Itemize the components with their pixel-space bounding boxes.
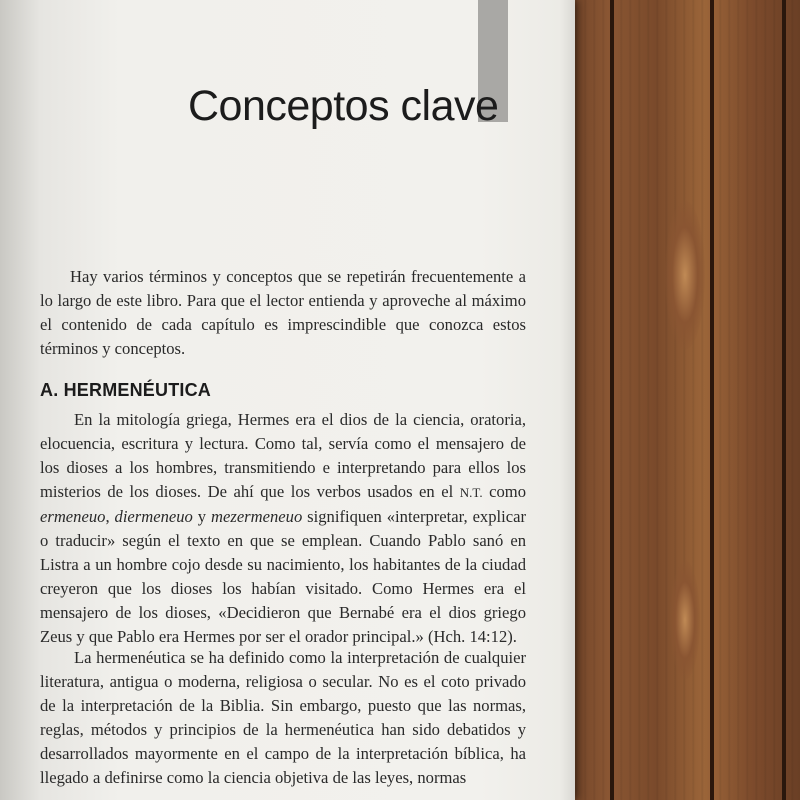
wood-knot bbox=[670, 560, 700, 680]
term-mezermeneuo: mezermeneuo bbox=[211, 507, 303, 526]
section-heading: A. HERMENÉUTICA bbox=[40, 380, 212, 400]
chapter-title: Conceptos clave bbox=[188, 82, 499, 130]
term-ermeneuo: ermeneuo bbox=[40, 507, 106, 526]
body-paragraph-hermes bbox=[40, 408, 526, 649]
wood-knot bbox=[665, 200, 705, 350]
wooden-table-background bbox=[560, 0, 800, 800]
text-run: como bbox=[482, 482, 526, 501]
term-diermeneuo: diermeneuo bbox=[114, 507, 193, 526]
intro-paragraph: Hay varios términos y conceptos que se repetirán frecuentemente a lo largo de este libro. Para que el lector entienda y aproveche al máximo el contenido de cada capítulo es imprescindible que conozca estos términos y conceptos. bbox=[40, 267, 526, 358]
plank-gap bbox=[710, 0, 714, 800]
text-run: , bbox=[105, 507, 115, 526]
plank-gap bbox=[782, 0, 786, 800]
text-run: En la mitología griega, Hermes era el dios de la ciencia, oratoria, elocuencia, escritura y lectura. Como tal, servía como el mensajero de los dioses a los hombres, transmitiendo e interpretando para ellos los misterios de los dioses. De ahí que los verbos usados en el bbox=[40, 410, 526, 501]
text-run-nt: N.T. bbox=[459, 485, 483, 500]
text-run: y bbox=[192, 507, 212, 526]
text-run: signifiquen «interpretar, explicar o traducir» según el texto en que se emplean. Cuando Pablo sanó en Listra a un hombre cojo desde su nacimiento, los habitantes de la ciudad creyeron que los dioses los habían visitado. Como Hermes era el mensajero de los dioses, «Decidieron que Bernabé era el dios griego Zeus y que Pablo era Hermes por ser el orador principal.» (Hch. 14:12). bbox=[40, 507, 527, 646]
plank-gap bbox=[610, 0, 614, 800]
body-paragraph-definition: La hermenéutica se ha definido como la interpretación de cualquier literatura, antigua o moderna, religiosa o secular. No es el coto privado de la interpretación de la Biblia. Sin embargo, puesto que las normas, reglas, métodos y principios de la hermenéutica han sido debatidos y desarrollados mayormente en el campo de la interpretación bíblica, ha llegado a definirse como la ciencia objetiva de las leyes, normas bbox=[40, 648, 526, 787]
